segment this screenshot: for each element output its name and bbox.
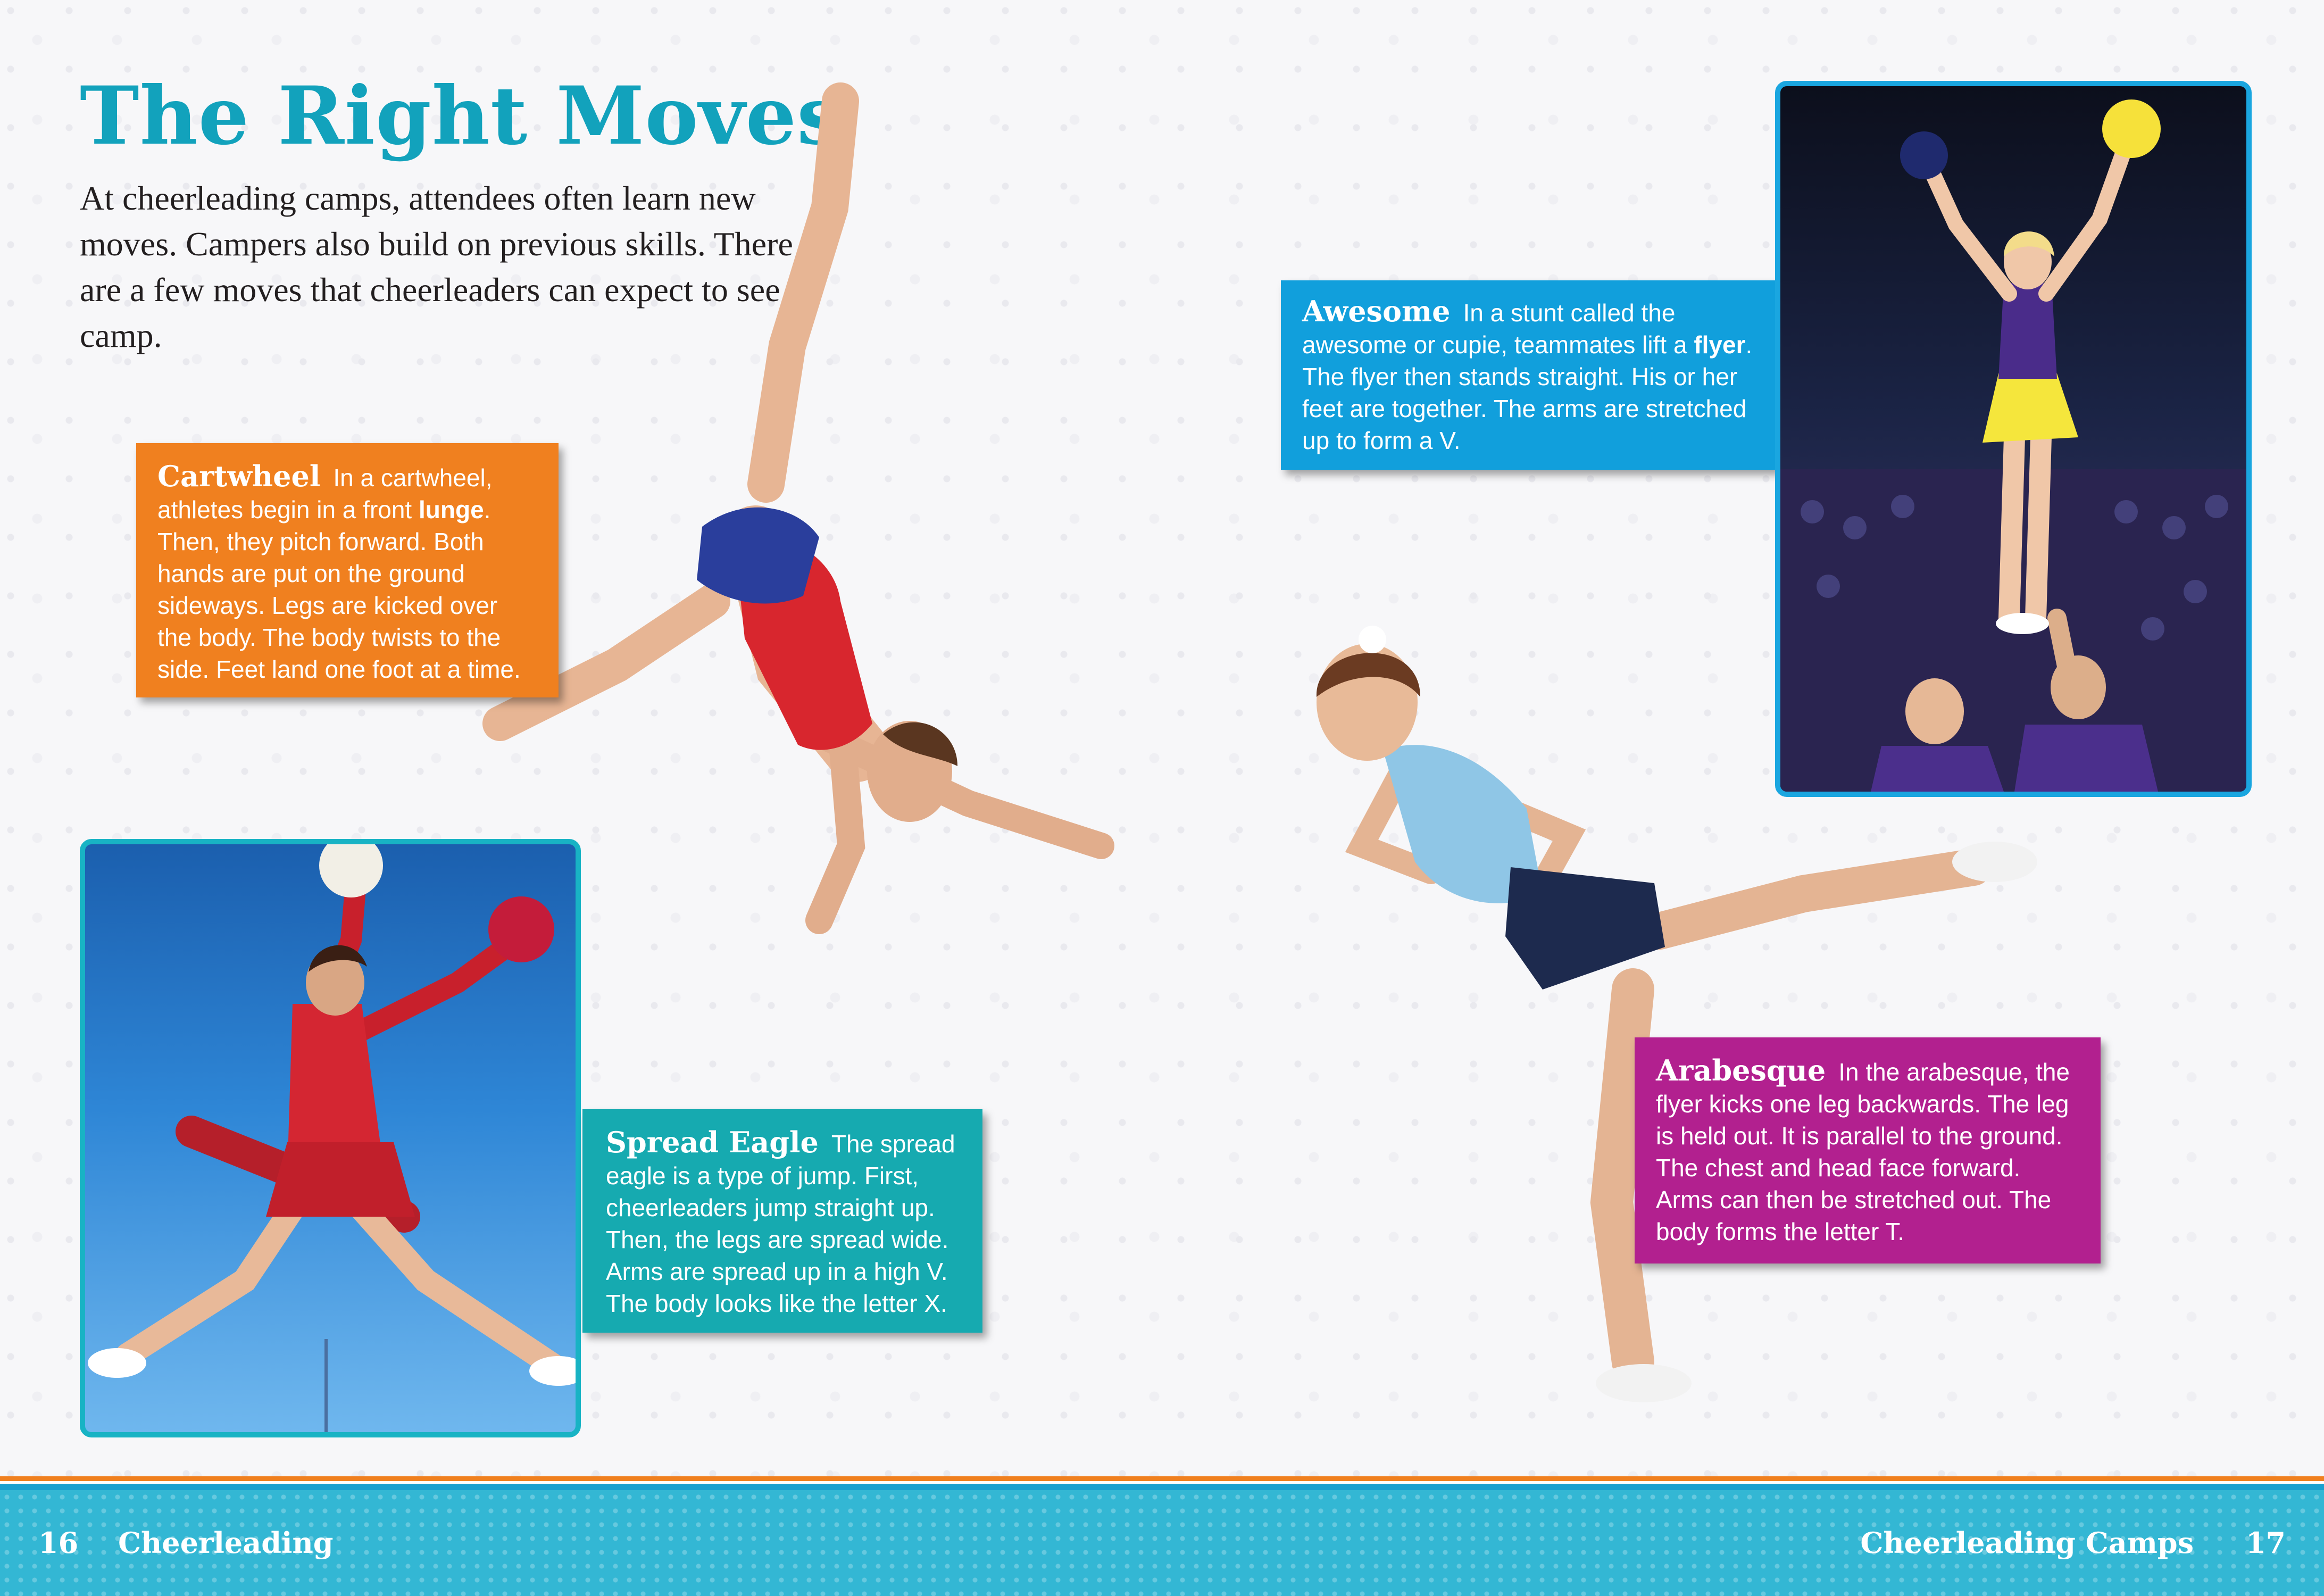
arabesque-text: In the arabesque, the flyer kicks one leg backwards. The leg is held out. It is parallel to the ground. The chest and head face forward. Arms can then be stretched out. The body forms the letter T. [1656, 1058, 2070, 1245]
awesome-callout [1281, 280, 1778, 470]
spread-eagle-text: The spread eagle is a type of jump. First, cheerleaders jump straight up. Then, the legs are spread wide. Arms are spread up in a high V. The body looks like the letter X. [606, 1130, 955, 1317]
left-page-number: 16 [38, 1526, 79, 1560]
awesome-text-1: In a stunt called the awesome or cupie, teammates lift a [1302, 299, 1694, 359]
awesome-heading: Awesome [1302, 294, 1451, 328]
cartwheel-text-2: . Then, they pitch forward. Both hands are put on the ground sideways. Legs are kicked over the body. The body twists to the side. Feet land one foot at a time. [157, 496, 521, 683]
spread-eagle-heading: Spread Eagle [606, 1125, 819, 1159]
arabesque-callout [1635, 1037, 2101, 1264]
cartwheel-heading: Cartwheel [157, 459, 321, 493]
glossary-term-lunge[interactable]: lunge [419, 496, 484, 523]
intro-paragraph: At cheerleading camps, attendees often learn new moves. Campers also build on previous skills. There are a few moves that cheerleaders can expect to see at camp. [80, 179, 813, 354]
arabesque-heading: Arabesque [1656, 1053, 1826, 1087]
cartwheel-callout [136, 443, 559, 697]
spread-eagle-photo [80, 839, 581, 1437]
footer-stripes [0, 1476, 2324, 1490]
page-title: The Right Moves [80, 69, 843, 163]
left-running-title: Cheerleading [118, 1526, 334, 1560]
arabesque-photo [1293, 617, 2090, 1426]
spread-eagle-callout [582, 1109, 982, 1333]
right-running-title: Cheerleading Camps [1860, 1526, 2194, 1560]
right-page-number: 17 [2245, 1526, 2286, 1560]
cartwheel-text-1: In a cartwheel, athletes begin in a front [157, 464, 493, 523]
awesome-text-2: . The flyer then stands straight. His or her feet are together. The arms are stretched up to form a V. [1302, 331, 1753, 454]
glossary-term-flyer[interactable]: flyer [1694, 331, 1746, 359]
